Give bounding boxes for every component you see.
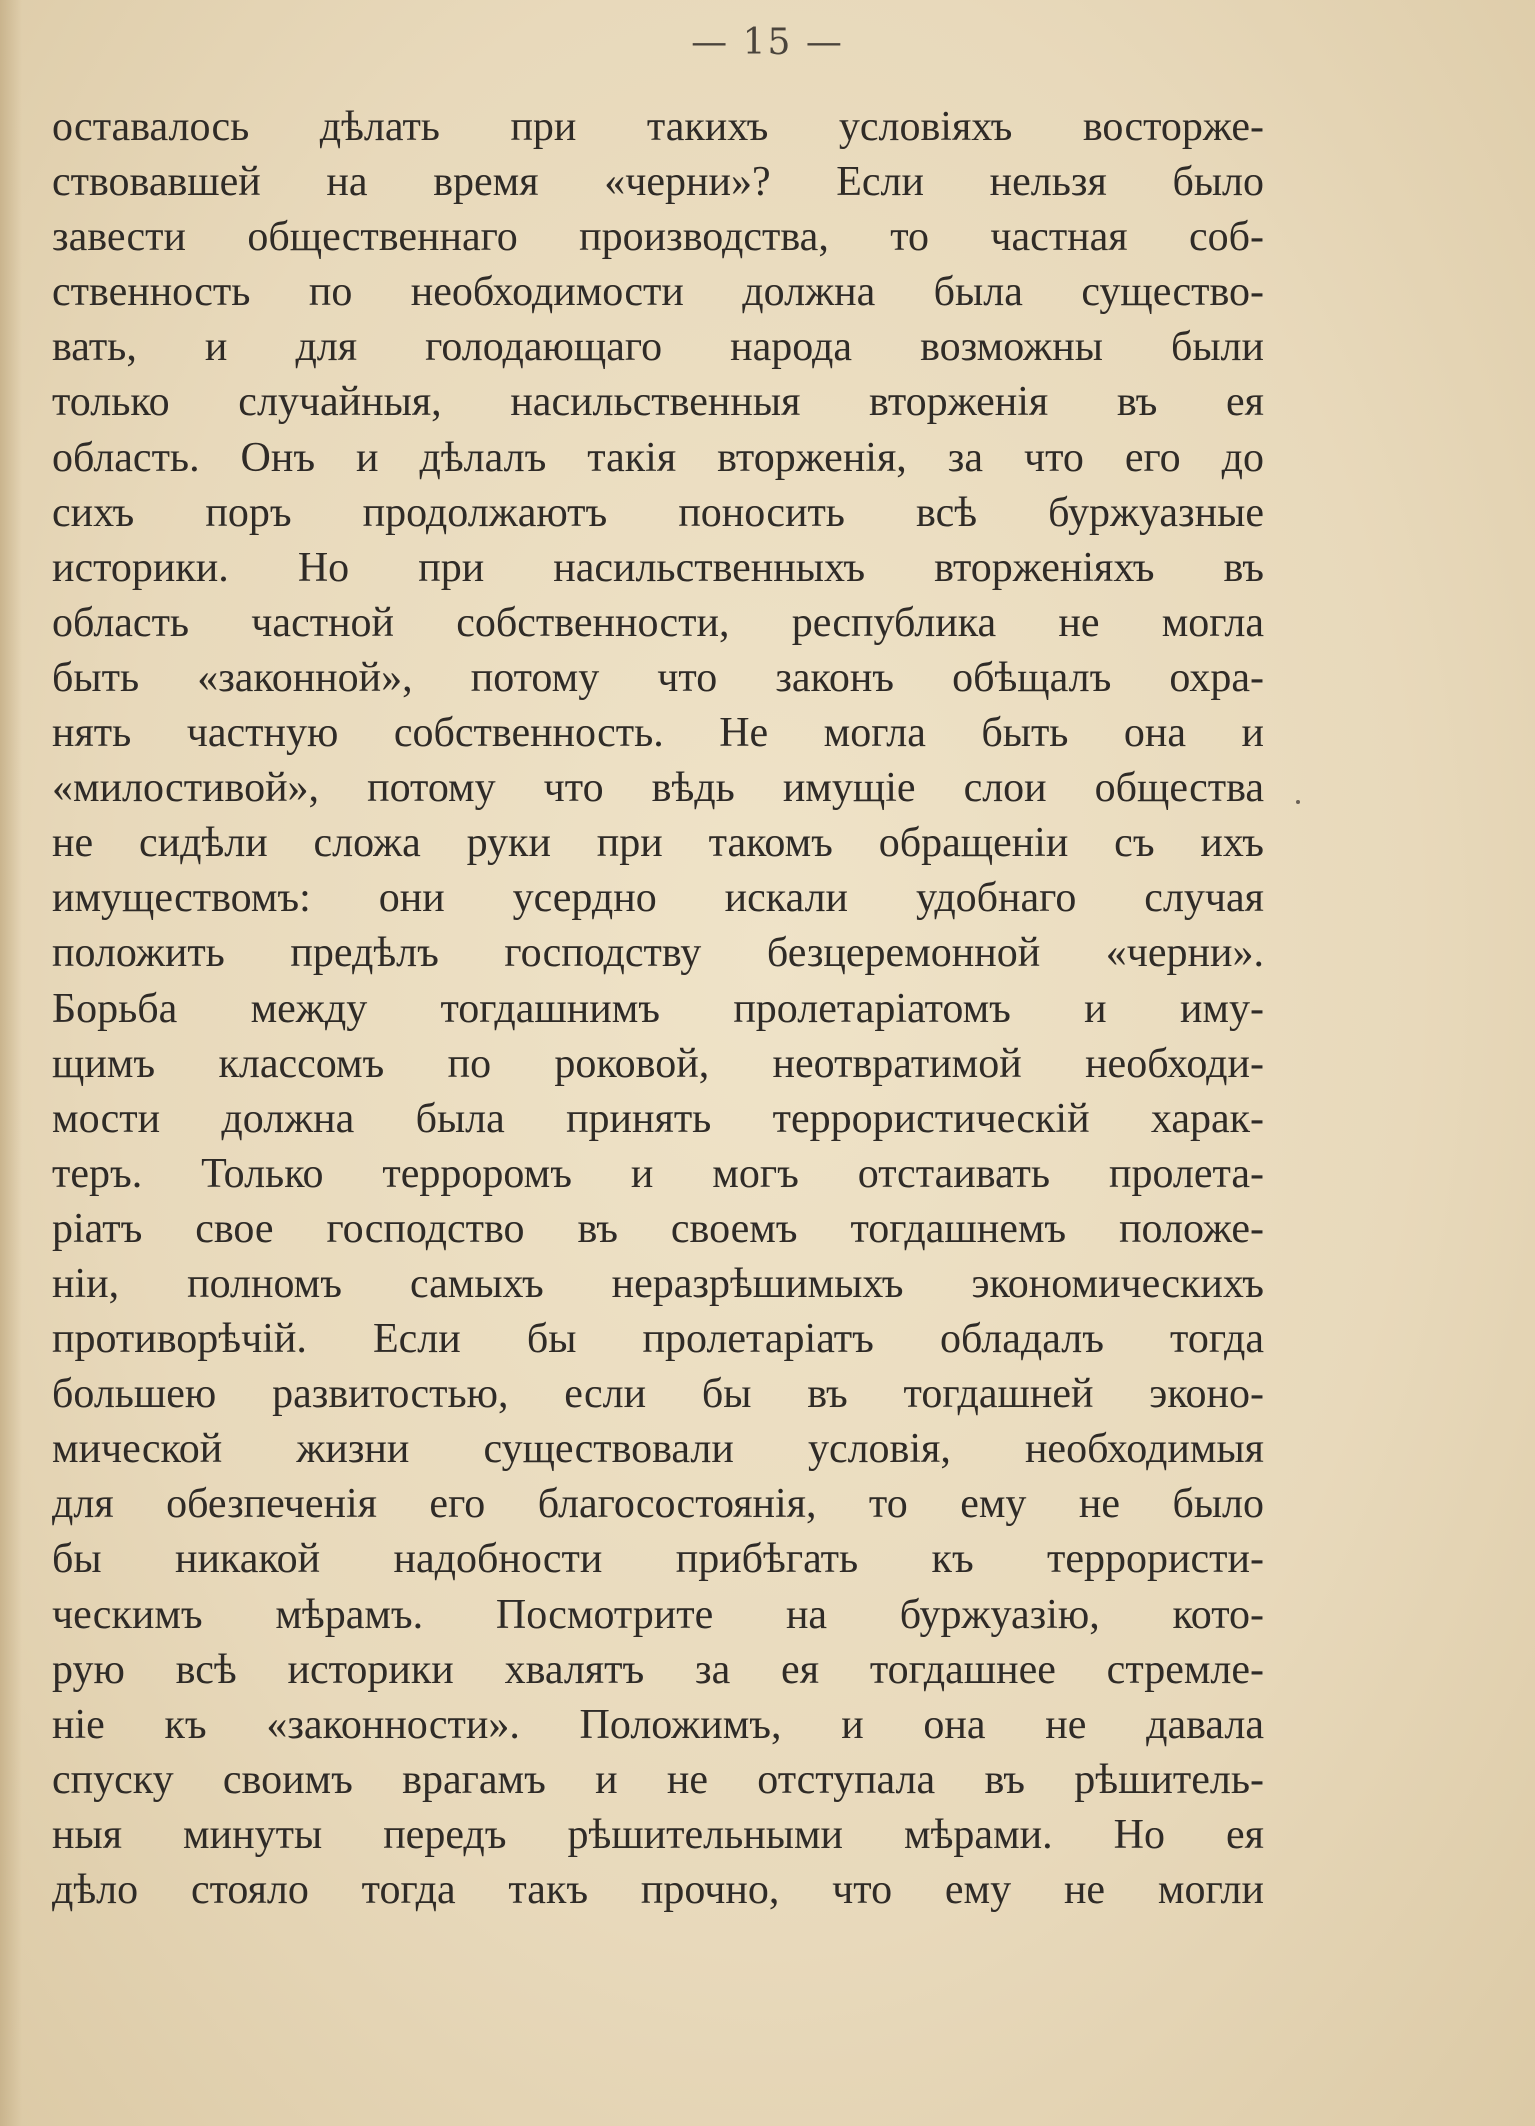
- text-line: ствовавшей на время «черни»? Если нельзя было: [52, 159, 1264, 206]
- text-line: ныя минуты передъ рѣшительными мѣрами. Но ея: [52, 1811, 1264, 1858]
- text-line: сихъ поръ продолжаютъ поносить всѣ буржуазные: [52, 489, 1264, 536]
- text-line: спуску своимъ врагамъ и не отступала въ рѣшитель-: [52, 1756, 1264, 1803]
- text-line: область. Онъ и дѣлалъ такія вторженія, за что его до: [52, 434, 1264, 481]
- text-line: ріатъ свое господство въ своемъ тогдашнемъ положе-: [52, 1205, 1264, 1252]
- text-line: рую всѣ историки хвалятъ за ея тогдашнее стремле-: [52, 1646, 1264, 1693]
- text-line: ніи, полномъ самыхъ неразрѣшимыхъ экономическихъ: [52, 1260, 1264, 1307]
- text-line: имуществомъ: они усердно искали удобнаго случая: [52, 875, 1264, 922]
- text-line: завести общественнаго производства, то частная соб-: [52, 214, 1264, 261]
- text-line: бы никакой надобности прибѣгать къ террористи-: [52, 1536, 1264, 1583]
- text-line: «милостивой», потому что вѣдь имущіе слои общества: [52, 765, 1264, 812]
- ink-speck: [1296, 800, 1300, 804]
- text-line: ческимъ мѣрамъ. Посмотрите на буржуазію, кото-: [52, 1591, 1264, 1638]
- text-line: щимъ классомъ по роковой, неотвратимой необходи-: [52, 1040, 1264, 1087]
- text-line: область частной собственности, республика не могла: [52, 599, 1264, 646]
- text-line: для обезпеченія его благосостоянія, то ему не было: [52, 1481, 1264, 1528]
- text-line: большею развитостью, если бы въ тогдашней эконо-: [52, 1371, 1264, 1418]
- body-text: [52, 100, 1264, 1918]
- text-line: ственность по необходимости должна была существо-: [52, 269, 1264, 316]
- text-line: не сидѣли сложа руки при такомъ обращеніи съ ихъ: [52, 820, 1264, 867]
- text-line: оставалось дѣлать при такихъ условіяхъ восторже-: [52, 104, 1264, 150]
- text-line: противорѣчій. Если бы пролетаріатъ обладалъ тогда: [52, 1316, 1264, 1363]
- text-line: Борьба между тогдашнимъ пролетаріатомъ и иму-: [52, 985, 1264, 1032]
- text-line: вать, и для голодающаго народа возможны были: [52, 324, 1264, 371]
- text-line: только случайныя, насильственныя вторженія въ ея: [52, 379, 1264, 426]
- text-line: дѣло стояло тогда такъ прочно, что ему не могли: [52, 1867, 1264, 1913]
- text-line: положить предѣлъ господству безцеремонной «черни».: [52, 930, 1264, 977]
- text-line: быть «законной», потому что законъ обѣщалъ охра-: [52, 654, 1264, 701]
- page-edge-shadow: [0, 0, 22, 2126]
- text-line: теръ. Только терроромъ и могъ отстаивать пролета-: [52, 1150, 1264, 1197]
- text-line: историки. Но при насильственныхъ вторженіяхъ въ: [52, 544, 1264, 591]
- text-line: мости должна была принять террористическій харак-: [52, 1095, 1264, 1142]
- text-line: ніе къ «законности». Положимъ, и она не давала: [52, 1701, 1264, 1748]
- text-line: нять частную собственность. Не могла быть она и: [52, 710, 1264, 757]
- text-line: мической жизни существовали условія, необходимыя: [52, 1426, 1264, 1473]
- page-number: — 15 —: [691, 22, 844, 63]
